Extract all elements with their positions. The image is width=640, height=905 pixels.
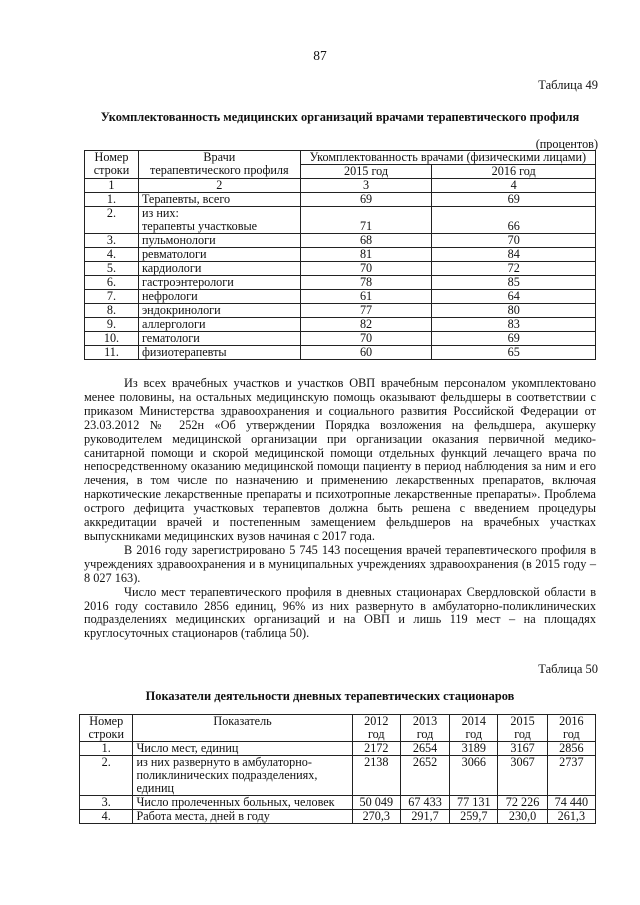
value-2015: 3067: [498, 756, 547, 796]
table-row: [85, 290, 596, 304]
row-number: 3.: [85, 234, 139, 248]
table-row: [80, 742, 596, 756]
value-2016: 74 440: [547, 796, 595, 810]
header-year-2014: [450, 715, 498, 742]
indicator-name: из них развернуто в амбулаторно-поликлинических подразделениях, единиц: [133, 756, 352, 796]
value-2014: 77 131: [450, 796, 498, 810]
value-2012: 50 049: [352, 796, 400, 810]
row-number: 8.: [85, 304, 139, 318]
header-text: строки: [88, 727, 124, 741]
doctor-type: пульмонологи: [138, 234, 300, 248]
paragraph: Из всех врачебных участков и участков ОВП врачебным персоналом укомплектовано менее половины, на остальных медицинскую помощь оказывают фельдшеры в соответствии с приказом Министерства здравоохранения и социального развития Российской Федерации от 23.03.2012 № 252н «Об утверждении Порядка возложения на фельдшера, акушерку руководителем медицинской организации при организации оказания первичной медико-санитарной помощи и скорой медицинской помощи отдельных функций лечащего врача по непосредственному оказанию медицинской помощи пациенту в период наблюдения за ним и его лечения, в том числе по назначению и применению лекарственных препаратов, включая наркотические лекарственные препараты и психотропные лекарственные препараты». Проблема острого дефицита участковых терапевтов должна быть решена с введением процедуры аккредитации врачей и постепенным замещением фельдшеров на врачебных участках выпускниками медицинских вузов начиная с 2017 года.: [84, 376, 596, 543]
header-indicator: Показатель: [133, 715, 352, 742]
value-2016: 261,3: [547, 810, 595, 824]
header-doctors: [138, 151, 300, 179]
value-2015: 81: [300, 248, 432, 262]
doctor-type: нефрологи: [138, 290, 300, 304]
table-50-title: Показатели деятельности дневных терапевтических стационаров: [145, 689, 515, 703]
row-number: 2.: [80, 756, 133, 796]
value-2016: 65: [432, 346, 596, 360]
table-49: [84, 150, 596, 360]
column-number: 2: [138, 179, 300, 193]
doctor-type: гастроэнтерологи: [138, 276, 300, 290]
value-2015: 60: [300, 346, 432, 360]
header-text: 2013: [412, 714, 438, 728]
header-text: Номер: [89, 714, 124, 728]
doctor-type: физиотерапевты: [138, 346, 300, 360]
table-50-label: Таблица 50: [538, 662, 598, 676]
header-year-2016: 2016 год: [432, 165, 596, 179]
table-row: [85, 248, 596, 262]
doctor-type-name: терапевты участковые: [141, 219, 258, 233]
value-2016: 64: [432, 290, 596, 304]
row-number: 3.: [80, 796, 133, 810]
table-49-units: (процентов): [535, 137, 598, 151]
column-number: 1: [85, 179, 139, 193]
table-row: [85, 276, 596, 290]
indicator-name: Число пролеченных больных, человек: [133, 796, 352, 810]
row-number: 4.: [80, 810, 133, 824]
header-year-2012: [352, 715, 400, 742]
doctor-type: кардиологи: [138, 262, 300, 276]
value-2016: 2737: [547, 756, 595, 796]
header-text: 2016: [559, 714, 584, 728]
row-number: 1.: [80, 742, 133, 756]
value-2015: 68: [300, 234, 432, 248]
table-header-row: [85, 151, 596, 165]
value-2013: 67 433: [400, 796, 449, 810]
row-number: 6.: [85, 276, 139, 290]
header-text: год: [416, 727, 434, 741]
row-number: 11.: [85, 346, 139, 360]
table-row: [80, 756, 596, 796]
column-numbers-row: [85, 179, 596, 193]
value-2012: 2138: [352, 756, 400, 796]
value-2016: 69: [432, 193, 596, 207]
header-text: год: [465, 727, 483, 741]
header-staffing: Укомплектованность врачами (физическими лицами): [300, 151, 595, 165]
doctor-type: гематологи: [138, 332, 300, 346]
value-2015: 77: [300, 304, 432, 318]
value-2013: 291,7: [400, 810, 449, 824]
value-2015: 69: [300, 193, 432, 207]
header-text: 2012: [364, 714, 389, 728]
row-number: 5.: [85, 262, 139, 276]
header-text: Врачи: [203, 150, 236, 164]
table-49-title: Укомплектованность медицинских организаций врачами терапевтического профиля: [100, 110, 580, 124]
table-row: [85, 207, 596, 234]
header-year-2013: [400, 715, 449, 742]
table-row: [85, 193, 596, 207]
doctor-type: аллергологи: [138, 318, 300, 332]
header-year-2015: [498, 715, 547, 742]
value-2013: 2654: [400, 742, 449, 756]
header-year-2016: [547, 715, 595, 742]
table-row: [85, 304, 596, 318]
header-text: год: [367, 727, 385, 741]
paragraph: В 2016 году зарегистрировано 5 745 143 посещения врачей терапевтического профиля в учреждениях здравоохранения и в муниципальных учреждениях здравоохранения (в 2015 году – 8 027 163).: [84, 542, 596, 585]
value-2016: 66: [432, 207, 596, 234]
doctor-type: ревматологи: [138, 248, 300, 262]
table-50: [79, 714, 596, 824]
value-2014: 3189: [450, 742, 498, 756]
value-2014: 259,7: [450, 810, 498, 824]
value-2016: 70: [432, 234, 596, 248]
row-number: 7.: [85, 290, 139, 304]
row-number: 9.: [85, 318, 139, 332]
value-2016: 85: [432, 276, 596, 290]
table-row: [85, 346, 596, 360]
value-2012: 2172: [352, 742, 400, 756]
value-2016: 69: [432, 332, 596, 346]
value-2015: 78: [300, 276, 432, 290]
column-number: 3: [300, 179, 432, 193]
body-text: [84, 377, 596, 641]
value-2015: 230,0: [498, 810, 547, 824]
header-text: строки: [93, 163, 130, 177]
value-2016: 80: [432, 304, 596, 318]
row-number: 10.: [85, 332, 139, 346]
row-number: 2.: [85, 207, 139, 234]
header-text: 2014: [461, 714, 486, 728]
value-2015: 82: [300, 318, 432, 332]
doctor-type: [138, 207, 300, 234]
row-number: 1.: [85, 193, 139, 207]
header-text: терапевтического профиля: [150, 163, 289, 177]
indicator-name: Число мест, единиц: [133, 742, 352, 756]
header-row-number: [80, 715, 133, 742]
value-2016: 84: [432, 248, 596, 262]
value-2015: 70: [300, 262, 432, 276]
doctor-type: эндокринологи: [138, 304, 300, 318]
value-2015: 72 226: [498, 796, 547, 810]
value-2015: 61: [300, 290, 432, 304]
header-row-number: [85, 151, 139, 179]
value-2015: 70: [300, 332, 432, 346]
table-row: [85, 318, 596, 332]
page-number: 87: [313, 48, 327, 63]
table-header-row: [80, 715, 596, 742]
value-2013: 2652: [400, 756, 449, 796]
doctor-type: Терапевты, всего: [138, 193, 300, 207]
indicator-name: Работа места, дней в году: [133, 810, 352, 824]
header-text: год: [563, 727, 580, 741]
row-number: 4.: [85, 248, 139, 262]
table-row: [85, 234, 596, 248]
value-2016: 2856: [547, 742, 595, 756]
header-year-2015: 2015 год: [300, 165, 432, 179]
value-2016: 72: [432, 262, 596, 276]
doctor-type-prefix: из них:: [141, 206, 179, 220]
header-text: Номер: [94, 150, 129, 164]
column-number: 4: [432, 179, 596, 193]
table-49-label: Таблица 49: [538, 78, 598, 92]
value-2016: 83: [432, 318, 596, 332]
table-row: [80, 796, 596, 810]
table-row: [85, 332, 596, 346]
value-2014: 3066: [450, 756, 498, 796]
table-row: [80, 810, 596, 824]
table-row: [85, 262, 596, 276]
value-2012: 270,3: [352, 810, 400, 824]
paragraph: Число мест терапевтического профиля в дневных стационарах Свердловской области в 2016 году составило 2856 единиц, 96% из них развернуто в амбулаторно-поликлинических подразделениях медицинских организаций и на ОВП и лишь 119 мест – на площадях круглосуточных стационаров (таблица 50).: [84, 584, 596, 641]
value-2015: 3167: [498, 742, 547, 756]
value-2015: 71: [300, 207, 432, 234]
header-text: год: [514, 727, 531, 741]
header-text: 2015: [510, 714, 535, 728]
